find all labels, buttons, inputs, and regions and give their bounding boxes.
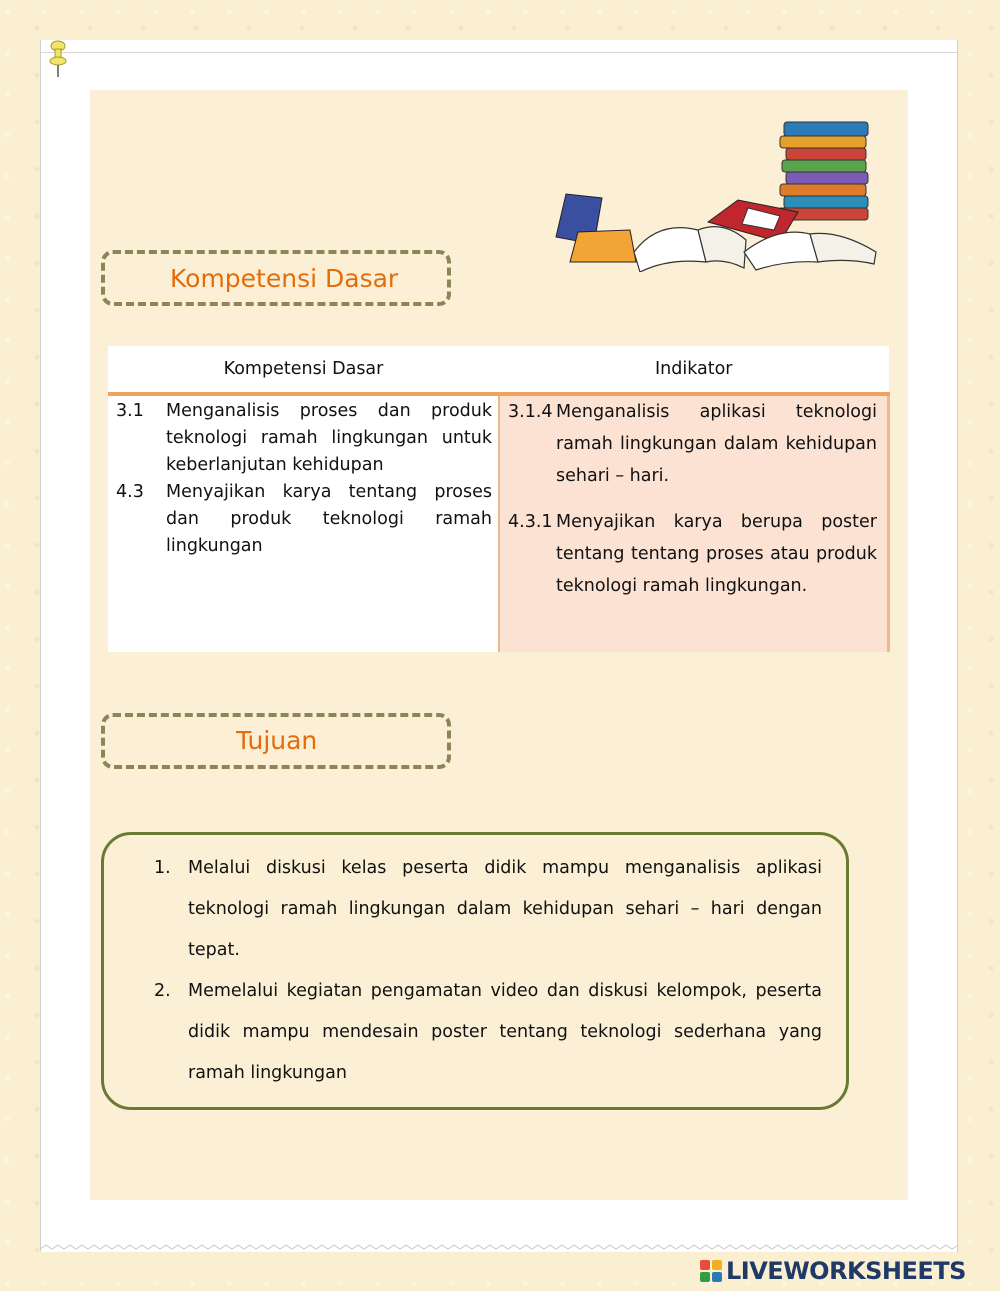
books-illustration	[548, 112, 880, 272]
kd-column-header: Kompetensi Dasar	[108, 346, 499, 394]
goal-text: Melalui diskusi kelas peserta didik mampu menganalisis aplikasi teknologi ramah lingkungan dalam kehidupan sehari – hari dengan tepat.	[188, 858, 822, 960]
indikator-item	[500, 506, 887, 602]
kd-item	[108, 398, 498, 479]
page-top-line	[40, 52, 958, 53]
goal-number: 2.	[154, 981, 171, 1001]
goal-item	[154, 848, 822, 971]
goals-list	[154, 848, 822, 1094]
kd-item	[108, 479, 498, 560]
indikator-cell	[499, 394, 889, 652]
kd-cell	[108, 394, 499, 652]
torn-edge-divider	[40, 1244, 958, 1254]
indikator-item-number: 4.3.1	[508, 512, 553, 532]
tujuan-heading: Tujuan	[236, 726, 318, 755]
goal-number: 1.	[154, 858, 171, 878]
indikator-column-header: Indikator	[499, 346, 889, 394]
liveworksheets-logo	[700, 1256, 994, 1286]
brand-name: LIVEWORKSHEETS	[726, 1257, 966, 1285]
push-pin-icon	[48, 40, 68, 80]
kompetensi-heading: Kompetensi Dasar	[170, 264, 399, 293]
indikator-item-text: Menyajikan karya berupa poster tentang tentang proses atau produk teknologi ramah lingkungan.	[556, 512, 877, 596]
live-tiles-icon	[700, 1260, 722, 1282]
indikator-item-text: Menganalisis aplikasi teknologi ramah lingkungan dalam kehidupan sehari – hari.	[556, 402, 877, 486]
goal-text: Memelalui kegiatan pengamatan video dan diskusi kelompok, peserta didik mampu mendesain poster tentang teknologi sederhana yang ramah lingkungan	[188, 981, 822, 1083]
indikator-item-number: 3.1.4	[508, 402, 553, 422]
kd-item-text: Menganalisis proses dan produk teknologi ramah lingkungan untuk keberlanjutan kehidupan	[166, 401, 492, 475]
competency-table	[108, 346, 890, 652]
kd-item-number: 3.1	[116, 401, 144, 421]
kd-item-number: 4.3	[116, 482, 144, 502]
kd-item-text: Menyajikan karya tentang proses dan produk teknologi ramah lingkungan	[166, 482, 492, 556]
goal-item	[154, 971, 822, 1094]
indikator-item	[500, 396, 887, 492]
